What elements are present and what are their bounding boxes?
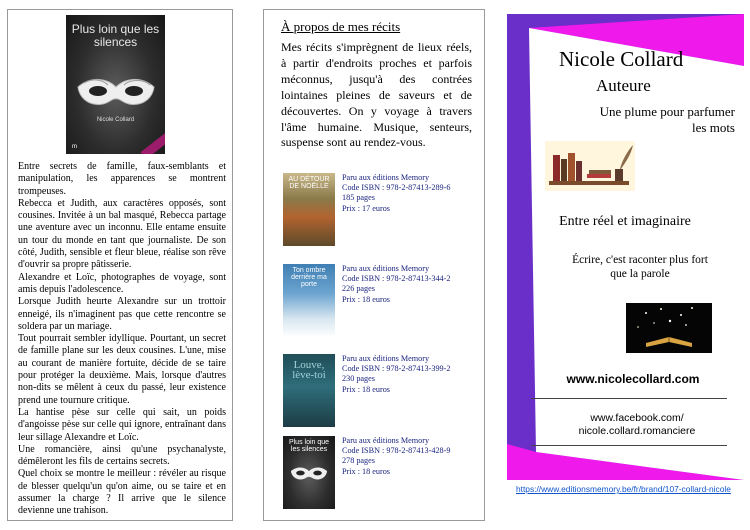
book-info: [342, 436, 467, 477]
synopsis-text: [18, 161, 226, 518]
subtitle: Entre réel et imaginaire: [559, 214, 691, 229]
synopsis-paragraph: Lorsque Judith heurte Alexandre sur un trottoir enneigé, ils n'imaginent pas que cette rencontre se soldera par un mariage.: [18, 296, 226, 332]
synopsis-paragraph: Rebecca et Judith, aux caractères opposés, sont cousines. Invitée à un bal masqué, Rebecca partage une aventure avec un inconnu. Elle entame ensuite un tour du monde en tant que journaliste. De son côté, Judith, sensible et fleur bleue, réalise son rêve d'ouvrir sa propre pâtisserie.: [18, 197, 226, 271]
publisher-logo: m: [72, 144, 77, 150]
book-isbn: Code ISBN : 978-2-87413-428-9: [342, 446, 451, 456]
book-pages: 185 pages: [342, 193, 375, 203]
book-pages: 278 pages: [342, 456, 375, 466]
book-pages: 226 pages: [342, 284, 375, 294]
book-price: Prix : 18 euros: [342, 466, 390, 476]
masquerade-mask-icon: [74, 73, 158, 113]
book-info: [342, 173, 467, 214]
synopsis-paragraph: Entre secrets de famille, faux-semblants et manipulation, les apparences se montrent trompeuses.: [18, 161, 226, 197]
book-cover-title: AU DÉTOUR DE NOËLLE: [288, 176, 330, 190]
book-cover-image: [283, 354, 335, 427]
book-isbn: Code ISBN : 978-2-87413-289-6: [342, 183, 451, 193]
publisher-page-link[interactable]: https://www.editionsmemory.be/fr/brand/107-collard-nicole: [516, 484, 731, 494]
about-panel: [263, 9, 485, 521]
synopsis-paragraph: Quel choix se montre le meilleur : révéler au risque de blesser quelqu'un qu'on aime, ou se taire et en assumer la charge ? Il arrive que le silence devienne une trahison.: [18, 468, 226, 517]
back-cover-panel: [7, 9, 233, 521]
book-publisher: Paru aux éditions Memory: [342, 173, 430, 182]
book-entry: [283, 354, 463, 429]
cover-title: Plus loin que les silences: [71, 22, 160, 49]
synopsis-paragraph: Tout pourrait sembler idyllique. Pourtant, un secret de famille plane sur les deux cousines. L'une, mise au courant de manière fortuite, décide de se taire pour protéger la deuxième. Mais, lorsque d'autres non-dits se mêlent à ceux du passé, leur existence prend une tournure critique.: [18, 333, 226, 406]
cover-ribbon: [140, 128, 165, 154]
book-entry: [283, 173, 463, 248]
books-and-quill-icon: [545, 141, 635, 191]
book-cover-image: [283, 173, 335, 246]
book-publisher: Paru aux éditions Memory: [342, 264, 430, 273]
about-intro: Mes récits s'imprègnent de lieux réels, à partir d'endroits proches et parfois méconnus, jusqu'à des contrées lointaines pleines de saveurs et de découvertes. On y voyage à travers l'âme humaine. Musique, senteurs, suspense sont au rendez-vous.: [281, 40, 472, 150]
book-isbn: Code ISBN : 978-2-87413-399-2: [342, 364, 451, 374]
author-role: Auteure: [596, 76, 651, 95]
front-cover-panel: [507, 14, 744, 480]
book-cover-image: [283, 436, 335, 509]
book-cover-title: Ton ombre derrière ma porte: [291, 267, 327, 288]
book-cover-image: [283, 264, 335, 337]
synopsis-paragraph: La hantise pèse sur celle qui sait, un poids d'angoisse pèse sur celle qui ignore, entraînant dans leur sillage Alexandre et Loïc.: [18, 406, 226, 443]
book-cover-title: Louve, lève-toi: [292, 359, 326, 381]
divider: [531, 445, 727, 446]
facebook-link[interactable]: www.facebook.com/ nicole.collard.romanciere: [578, 412, 696, 437]
book-isbn: Code ISBN : 978-2-87413-344-2: [342, 274, 451, 284]
book-info: [342, 354, 467, 395]
book-pages: 230 pages: [342, 374, 375, 384]
divider: [531, 398, 727, 399]
book-info: [342, 264, 467, 305]
cover-author: Nicole Collard: [96, 117, 135, 123]
book-entry: [283, 264, 463, 339]
synopsis-paragraph: Une romancière, ainsi qu'une psychanalyste, démêleront les fils de certains secrets.: [18, 443, 226, 468]
book-price: Prix : 17 euros: [342, 203, 390, 213]
book-publisher: Paru aux éditions Memory: [342, 436, 430, 445]
glowing-book-icon: [626, 303, 712, 353]
book-publisher: Paru aux éditions Memory: [342, 354, 430, 363]
book-cover-title: Plus loin que les silences: [288, 439, 330, 453]
quote: Écrire, c'est raconter plus fort que la parole: [572, 254, 708, 280]
tagline: Une plume pour parfumer les mots: [599, 104, 735, 135]
website-link[interactable]: www.nicolecollard.com: [566, 372, 700, 386]
book-entry: [283, 436, 463, 511]
book-price: Prix : 18 euros: [342, 384, 390, 394]
masquerade-mask-icon: [289, 464, 329, 484]
synopsis-paragraph: Alexandre et Loïc, photographes de voyage, sont amis depuis l'adolescence.: [18, 271, 226, 295]
about-heading: À propos de mes récits: [281, 19, 401, 34]
author-name: Nicole Collard: [559, 47, 684, 71]
book-price: Prix : 18 euros: [342, 294, 390, 304]
book-cover-plus-loin: [66, 15, 165, 154]
